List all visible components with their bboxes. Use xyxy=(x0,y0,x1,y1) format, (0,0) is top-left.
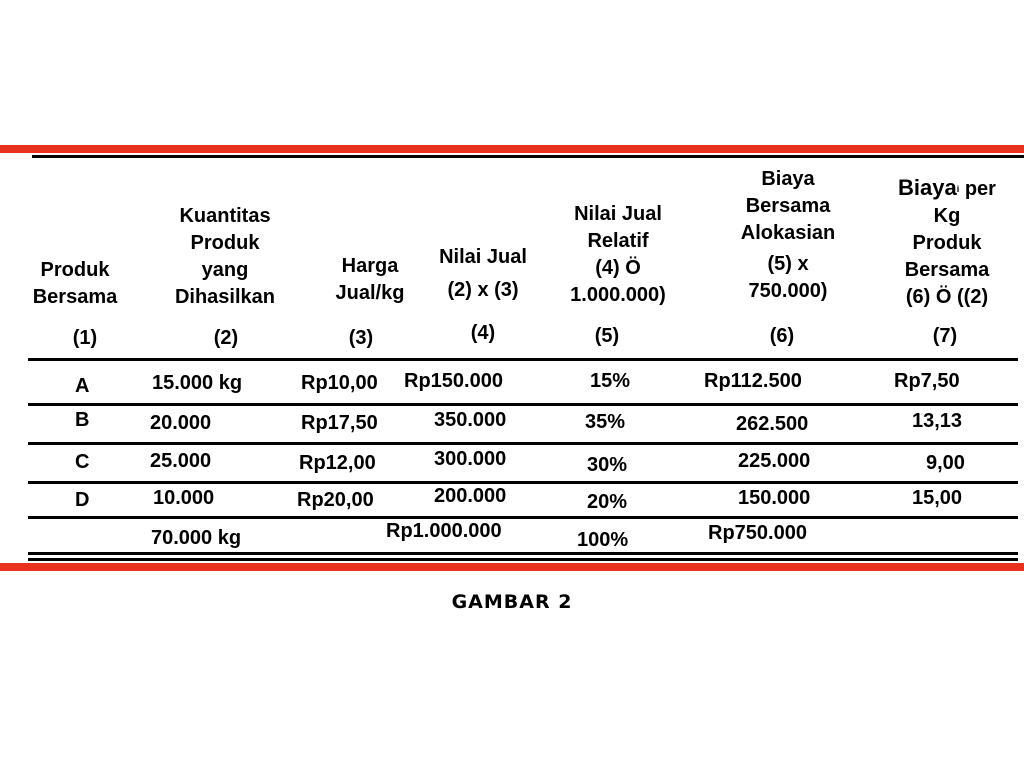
col-number-7: (7) xyxy=(932,325,958,347)
table-row-d-per-kg: 15,00 xyxy=(912,487,963,509)
total-biaya: Rp750.000 xyxy=(708,522,807,544)
top-red-bar xyxy=(0,145,1024,153)
table-row-c-nilai-jual: 300.000 xyxy=(434,448,507,470)
table-row-a-relatif: 15% xyxy=(590,370,631,392)
table-row-d-harga: Rp20,00 xyxy=(297,489,374,511)
col-number-1: (1) xyxy=(72,327,98,349)
table-row-b-kuantitas: 20.000 xyxy=(150,412,212,434)
table-row-a-harga: Rp10,00 xyxy=(301,372,378,394)
col-number-2: (2) xyxy=(213,327,239,349)
header-produk: Produk Bersama xyxy=(32,259,118,308)
table-row-b-harga: Rp17,50 xyxy=(301,412,378,434)
table-row-a-per-kg: Rp7,50 xyxy=(894,370,960,392)
table-row-d-kuantitas: 10.000 xyxy=(153,487,215,509)
col-number-6: (6) xyxy=(769,325,795,347)
table-row-c-produk: C xyxy=(75,451,90,473)
row-rule-a xyxy=(28,403,1018,406)
table-row-c-relatif: 30% xyxy=(587,454,628,476)
table-row-d-nilai-jual: 200.000 xyxy=(434,485,507,507)
table-row-b-per-kg: 13,13 xyxy=(912,410,963,432)
total-relatif: 100% xyxy=(577,529,629,551)
row-rule-d xyxy=(28,516,1018,519)
header-harga: Harga Jual/kg xyxy=(335,255,405,304)
table-row-a-produk: A xyxy=(75,375,90,397)
row-rule-c xyxy=(28,481,1018,484)
col-number-5: (5) xyxy=(594,325,620,347)
table-row-b-relatif: 35% xyxy=(585,411,626,433)
table-row-a-kuantitas: 15.000 kg xyxy=(152,372,243,394)
table-row-d-produk: D xyxy=(75,489,90,511)
header-nilai-jual-relatif: Nilai Jual Relatif (4) Ö 1.000.000) xyxy=(570,203,666,306)
table-row-c-kuantitas: 25.000 xyxy=(150,450,212,472)
table-row-c-per-kg: 9,00 xyxy=(926,452,965,474)
col-number-4: (4) xyxy=(470,322,496,344)
table-row-a-biaya: Rp112.500 xyxy=(704,370,802,392)
bottom-rule-1 xyxy=(28,552,1018,555)
header-rule xyxy=(28,358,1018,361)
header-kuantitas: Kuantitas Produk yang Dihasilkan xyxy=(174,205,276,308)
header-biaya-alokasian: Biaya Bersama Alokasian (5) x 750.000) xyxy=(740,168,836,302)
top-rule xyxy=(32,155,1024,158)
table-row-b-biaya: 262.500 xyxy=(736,413,809,435)
table-row-c-harga: Rp12,00 xyxy=(299,452,376,474)
figure-caption: GAMBAR 2 xyxy=(451,591,573,613)
table-row-d-biaya: 150.000 xyxy=(738,487,811,509)
row-rule-b xyxy=(28,442,1018,445)
header-biaya-per-kg: Biayai per Kg Produk Bersama (6) Ö ((2) xyxy=(898,175,996,309)
bottom-rule-2 xyxy=(28,558,1018,561)
table-row-a-nilai-jual: Rp150.000 xyxy=(404,370,503,392)
total-kuantitas: 70.000 kg xyxy=(151,527,242,549)
bottom-red-bar xyxy=(0,563,1024,571)
table-row-b-nilai-jual: 350.000 xyxy=(434,409,507,431)
total-nilai-jual: Rp1.000.000 xyxy=(386,520,502,542)
table-row-d-relatif: 20% xyxy=(587,491,628,513)
table-row-b-produk: B xyxy=(75,409,90,431)
table-row-c-biaya: 225.000 xyxy=(738,450,811,472)
col-number-3: (3) xyxy=(348,327,374,349)
header-nilai-jual: Nilai Jual (2) x (3) xyxy=(439,246,527,301)
